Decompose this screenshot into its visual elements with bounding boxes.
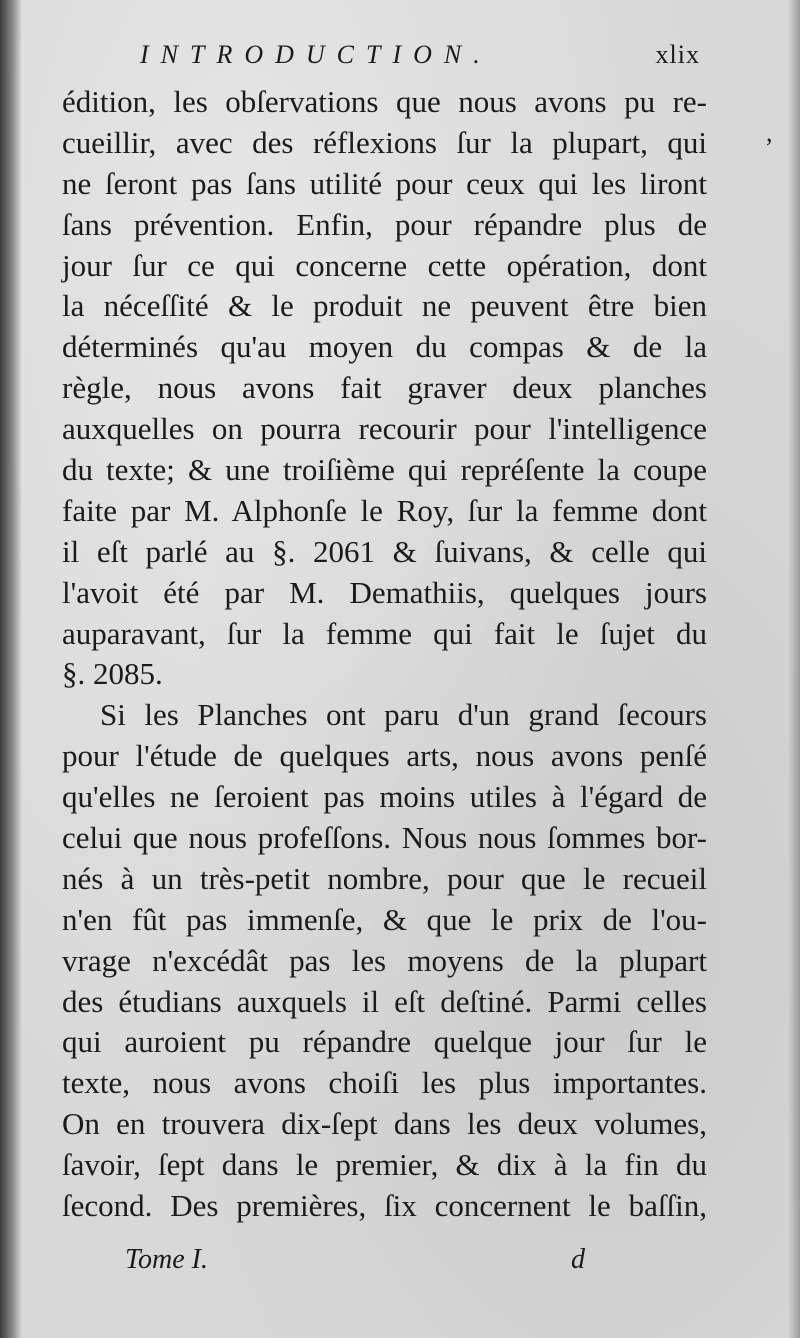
text-line: cueillir, avec des réflexions ſur la plupart, qui [62, 124, 707, 160]
text-line: jour ſur ce qui concerne cette opération, dont [62, 247, 707, 283]
paragraph-first-line: Si les Planches ont paru d'un grand ſecours [100, 697, 707, 733]
text-line: qui auroient pu répandre quelque jour ſur le [62, 1024, 707, 1060]
page-edge [788, 0, 800, 1338]
text-line: On en trouvera dix-ſept dans les deux volumes, [62, 1106, 707, 1142]
text-line: §. 2085. [62, 656, 163, 692]
text-line: faite par M. Alphonſe le Roy, ſur la femme dont [62, 492, 707, 528]
text-line: qu'elles ne ſeroient pas moins utiles à l'égard de [62, 779, 707, 815]
text-line: ſans prévention. Enfin, pour répandre plus de [62, 206, 707, 242]
signature-mark: d [571, 1244, 585, 1275]
text-line: la néceſſité & le produit ne peuvent être bien [62, 288, 707, 324]
text-line: il eſt parlé au §. 2061 & ſuivans, & celle qui [62, 533, 707, 569]
page-gutter-shadow [0, 0, 22, 1338]
text-line: déterminés qu'au moyen du compas & de la [62, 329, 707, 365]
page-number: xlix [655, 40, 700, 69]
margin-ink-mark: , [766, 118, 773, 147]
volume-label: Tome I. [125, 1244, 208, 1275]
text-line: n'en fût pas immenſe, & que le prix de l'ou- [62, 901, 707, 937]
text-line: ne ſeront pas ſans utilité pour ceux qui les liront [62, 165, 707, 201]
text-line: édition, les obſervations que nous avons pu re- [62, 84, 707, 119]
page-footer [125, 1244, 585, 1284]
text-line: des étudians auxquels il eſt deſtiné. Parmi celles [62, 983, 707, 1019]
text-line: auxquelles on pourra recourir pour l'intelligence [62, 411, 707, 447]
text-line: celui que nous profeſſons. Nous nous ſommes bor- [62, 820, 707, 856]
text-line: texte, nous avons choiſi les plus importantes. [62, 1065, 707, 1101]
text-line: règle, nous avons fait graver deux planches [62, 370, 707, 406]
text-line: auparavant, ſur la femme qui fait le ſujet du [62, 615, 707, 651]
running-head-title: INTRODUCTION. [140, 40, 492, 69]
text-line: l'avoit été par M. Demathiis, quelques jours [62, 574, 707, 610]
text-line: ſavoir, ſept dans le premier, & dix à la fin du [62, 1147, 707, 1183]
text-line: du texte; & une troiſième qui repréſente la coupe [62, 452, 707, 488]
body-text [62, 82, 707, 1227]
text-line: ſecond. Des premières, ſix concernent le baſſin, [62, 1188, 707, 1224]
running-head [140, 40, 700, 84]
text-line: vrage n'excédât pas les moyens de la plupart [62, 942, 707, 978]
text-line: nés à un très-petit nombre, pour que le recueil [62, 860, 707, 896]
text-line: pour l'étude de quelques arts, nous avons penſé [62, 738, 707, 774]
